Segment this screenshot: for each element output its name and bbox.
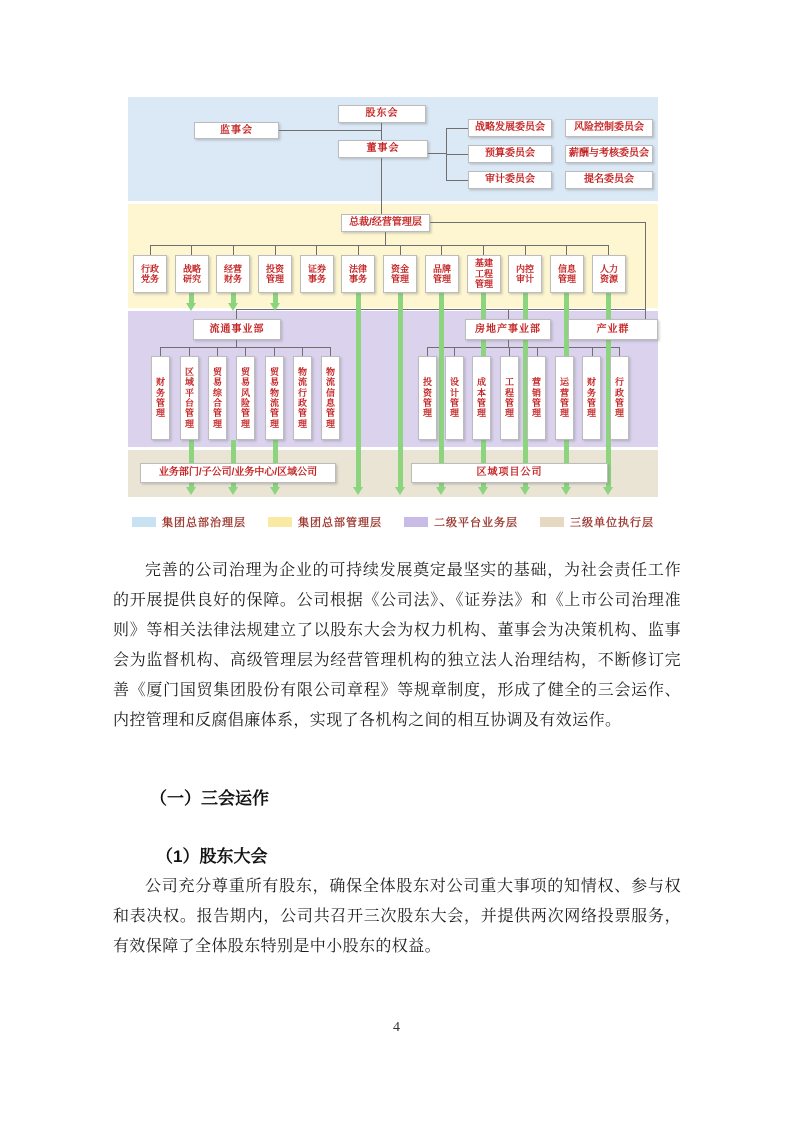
flow-arrow-icon xyxy=(395,487,405,495)
legend-item xyxy=(404,514,518,530)
connector-line xyxy=(592,347,593,356)
box-realestate-division: 房地产事业部 xyxy=(465,319,551,340)
box-sub-department: 贸易物流管理 xyxy=(265,356,284,440)
legend-item xyxy=(540,514,654,530)
box-sub-department: 物流行政管理 xyxy=(293,356,312,440)
heading-shareholders-meeting: （1）股东大会 xyxy=(156,847,268,866)
heading-three-meetings: （一）三会运作 xyxy=(150,789,269,808)
connector-line xyxy=(150,245,609,246)
paragraph-shareholders-meeting: 公司充分尊重所有股东，确保全体股东对公司重大事项的知情权、参与权和表决权。报告期内，公司共召开三次股东大会，并提供两次网络投票服务，有效保障了全体股东特别是中小股东的权益。 xyxy=(113,878,681,955)
flow-arrow-icon xyxy=(478,487,488,495)
box-regional-project-company: 区域项目公司 xyxy=(411,463,608,483)
legend-item xyxy=(268,514,382,530)
connector-line xyxy=(330,347,331,356)
connector-line xyxy=(189,347,190,356)
connector-line xyxy=(358,245,359,255)
connector-line xyxy=(454,347,455,356)
box-department: 基建工程管理 xyxy=(467,255,501,293)
connector-line xyxy=(430,222,645,223)
box-committee: 预算委员会 xyxy=(468,145,552,163)
legend-label: 集团总部管理层 xyxy=(298,517,382,529)
flow-arrow-icon xyxy=(270,303,280,311)
box-sub-department: 财务管理 xyxy=(582,356,601,440)
box-sub-department: 运营管理 xyxy=(555,356,574,440)
connector-line xyxy=(566,245,567,255)
connector-line xyxy=(645,222,646,319)
box-sub-department: 营销管理 xyxy=(527,356,546,440)
connector-line xyxy=(245,347,246,356)
legend-swatch-icon xyxy=(268,517,292,527)
connector-line xyxy=(191,245,192,255)
connector-line xyxy=(446,154,468,155)
box-shareholders-meeting: 股东会 xyxy=(338,105,426,123)
flow-arrow-icon xyxy=(186,487,196,495)
box-committee: 薪酬与考核委员会 xyxy=(565,145,653,163)
connector-line xyxy=(508,309,509,319)
paragraph-governance-overview: 完善的公司治理为企业的可持续发展奠定最坚实的基础，为社会责任工作的开展提供良好的保障。公司根据《公司法》、《证券法》和《上市公司治理准则》等相关法律法规建立了以股东大会为权力机构、董事会为决策机构、监事会为监督机构、高级管理层为经营管理机构的独立法人治理结构，不断修订完善《厦门国贸集团股份有限公司章程》等规章制度，形成了健全的三会运作、内控管理和反腐倡廉体系，实现了各机构之间的相互协调及有效运作。 xyxy=(113,562,681,729)
box-sub-department: 成本管理 xyxy=(472,356,491,440)
flow-arrow-icon xyxy=(353,487,363,495)
connector-line xyxy=(446,128,468,129)
box-department: 战略研究 xyxy=(175,255,209,293)
flow-line xyxy=(273,293,278,303)
box-board-of-directors: 董事会 xyxy=(338,140,428,158)
box-sub-department: 投资管理 xyxy=(418,356,437,440)
legend-swatch-icon xyxy=(132,517,156,527)
connector-line xyxy=(619,347,620,356)
flow-arrow-icon xyxy=(436,487,446,495)
box-president-management: 总裁/经营管理层 xyxy=(341,214,430,232)
box-committee: 风险控制委员会 xyxy=(565,119,653,137)
flow-line xyxy=(398,293,403,487)
connector-line xyxy=(150,245,151,255)
legend-label: 三级单位执行层 xyxy=(570,517,654,529)
connector-line xyxy=(608,245,609,255)
connector-line xyxy=(400,245,401,255)
legend xyxy=(128,514,658,530)
legend-label: 二级平台业务层 xyxy=(434,517,518,529)
connector-line xyxy=(427,347,428,356)
connector-line xyxy=(302,347,303,356)
box-business-units: 业务部门/子公司/业务中心/区域公司 xyxy=(140,463,336,483)
org-chart xyxy=(128,97,658,498)
box-department: 内控审计 xyxy=(508,255,542,293)
box-distribution-division: 流通事业部 xyxy=(193,319,281,340)
flow-arrow-icon xyxy=(228,303,238,311)
flow-line xyxy=(231,293,236,303)
box-department: 信息管理 xyxy=(550,255,584,293)
connector-line xyxy=(279,130,382,131)
connector-line xyxy=(525,245,526,255)
box-department: 法律事务 xyxy=(341,255,375,293)
box-department: 行政党务 xyxy=(133,255,167,293)
connector-line xyxy=(316,245,317,255)
connector-line xyxy=(428,153,446,154)
box-committee: 审计委员会 xyxy=(468,171,552,189)
flow-line xyxy=(189,293,194,303)
legend-label: 集团总部治理层 xyxy=(162,517,246,529)
flow-arrow-icon xyxy=(270,487,280,495)
connector-line xyxy=(275,245,276,255)
flow-line xyxy=(356,293,361,487)
box-department: 投资管理 xyxy=(258,255,292,293)
connector-line xyxy=(381,123,382,140)
box-committee: 战略发展委员会 xyxy=(468,119,552,137)
box-department: 证券事务 xyxy=(300,255,334,293)
connector-line xyxy=(160,347,161,356)
box-sub-department: 贸易综合管理 xyxy=(208,356,227,440)
connector-line xyxy=(385,232,386,245)
box-sub-department: 设计管理 xyxy=(445,356,464,440)
flow-arrow-icon xyxy=(520,487,530,495)
box-department: 品牌管理 xyxy=(425,255,459,293)
box-sub-department: 财务管理 xyxy=(151,356,170,440)
box-sub-department: 区域平台管理 xyxy=(180,356,199,440)
legend-item xyxy=(132,514,246,530)
box-sub-department: 贸易风险管理 xyxy=(236,356,255,440)
box-department: 资金管理 xyxy=(383,255,417,293)
flow-line xyxy=(439,293,444,487)
box-committee: 提名委员会 xyxy=(565,171,653,189)
connector-line xyxy=(537,347,538,356)
box-sub-department: 行政管理 xyxy=(610,356,629,440)
connector-line xyxy=(441,245,442,255)
flow-arrow-icon xyxy=(186,303,196,311)
connector-line xyxy=(483,245,484,255)
box-sub-department: 工程管理 xyxy=(500,356,519,440)
box-industry-group: 产业群 xyxy=(568,319,658,340)
legend-swatch-icon xyxy=(404,517,428,527)
connector-line xyxy=(274,347,275,356)
connector-line xyxy=(381,158,382,214)
connector-line xyxy=(217,347,218,356)
box-department: 经营财务 xyxy=(216,255,250,293)
box-department: 人力资源 xyxy=(592,255,626,293)
legend-swatch-icon xyxy=(540,517,564,527)
flow-arrow-icon xyxy=(603,487,613,495)
box-sub-department: 物流信息管理 xyxy=(321,356,340,440)
flow-arrow-icon xyxy=(561,487,571,495)
page-number: 4 xyxy=(393,1020,400,1035)
connector-line xyxy=(509,347,510,356)
flow-arrow-icon xyxy=(228,487,238,495)
connector-line xyxy=(446,180,468,181)
connector-line xyxy=(233,245,234,255)
box-supervisory-board: 监事会 xyxy=(194,122,279,139)
